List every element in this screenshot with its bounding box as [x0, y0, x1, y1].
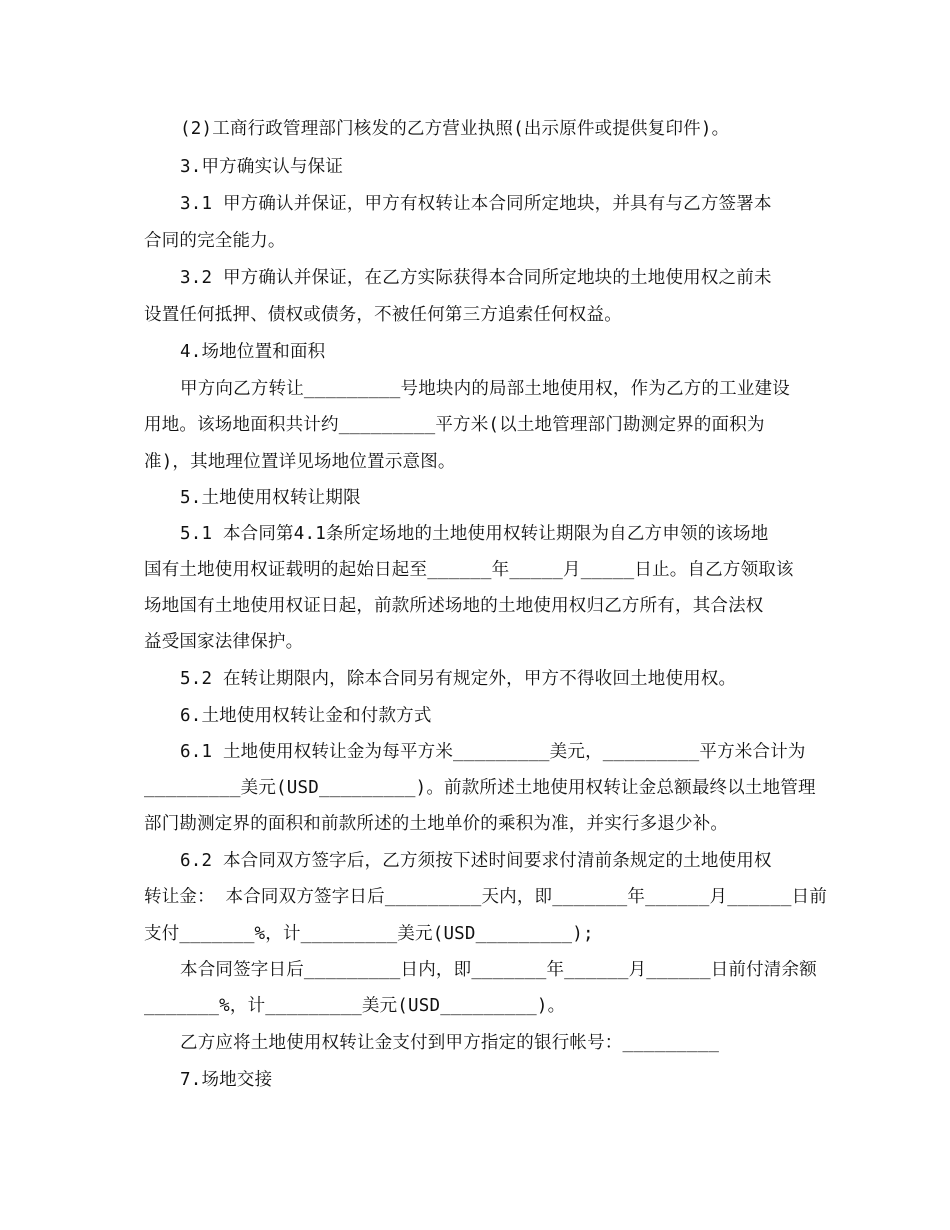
paragraph-line: (2)工商行政管理部门核发的乙方营业执照(出示原件或提供复印件)。	[180, 119, 730, 139]
paragraph-line: 用地。该场地面积共计约_________平方米(以土地管理部门勘测定界的面积为	[144, 415, 765, 435]
section-heading: 5.土地使用权转让期限	[180, 488, 361, 508]
paragraph-line: 本合同签字日后_________日内，即_______年______月______日前付清余额	[180, 960, 817, 980]
paragraph-line: 部门勘测定界的面积和前款所述的土地单价的乘积为准，并实行多退少补。	[144, 814, 729, 834]
section-heading: 3.甲方确实认与保证	[180, 157, 344, 177]
paragraph-line: 乙方应将土地使用权转让金支付到甲方指定的银行帐号：_________	[180, 1033, 720, 1053]
section-heading: 4.场地位置和面积	[180, 342, 326, 362]
section-heading: 6.土地使用权转让金和付款方式	[180, 706, 432, 726]
paragraph-line: _______%，计_________美元(USD_________)。	[144, 996, 566, 1016]
paragraph-line: 6.2 本合同双方签字后，乙方须按下述时间要求付清前条规定的土地使用权	[180, 851, 772, 871]
paragraph-line: 合同的完全能力。	[144, 231, 286, 251]
paragraph-line: 甲方向乙方转让_________号地块内的局部土地使用权，作为乙方的工业建设	[180, 379, 790, 399]
paragraph-line: _________美元(USD_________)。前款所述土地使用权转让金总额最终以土地管理	[144, 778, 816, 798]
paragraph-line: 设置任何抵押、债权或债务，不被任何第三方追索任何权益。	[144, 305, 622, 325]
paragraph-line: 6.1 土地使用权转让金为每平方米_________美元，_________平方米合计为	[180, 742, 806, 762]
paragraph-line: 3.1 甲方确认并保证，甲方有权转让本合同所定地块，并具有与乙方签署本	[180, 194, 772, 214]
paragraph-line: 3.2 甲方确认并保证，在乙方实际获得本合同所定地块的土地使用权之前未	[180, 268, 772, 288]
paragraph-line: 5.2 在转让期限内，除本合同另有规定外，甲方不得收回土地使用权。	[180, 669, 737, 689]
paragraph-line: 准)，其地理位置详见场地位置示意图。	[144, 452, 456, 472]
paragraph-line: 转让金： 本合同双方签字日后_________天内，即_______年______月______日前	[144, 887, 828, 907]
paragraph-line: 场地国有土地使用权证日起，前款所述场地的土地使用权归乙方所有，其合法权	[144, 596, 764, 616]
paragraph-line: 支付_______%，计_________美元(USD_________);	[144, 924, 594, 944]
paragraph-line: 益受国家法律保护。	[144, 632, 304, 652]
section-heading: 7.场地交接	[180, 1070, 273, 1090]
paragraph-line: 国有土地使用权证载明的起始日起至______年_____月_____日止。自乙方领取该	[144, 560, 794, 580]
paragraph-line: 5.1 本合同第4.1条所定场地的土地使用权转让期限为自乙方申领的该场地	[180, 524, 769, 544]
